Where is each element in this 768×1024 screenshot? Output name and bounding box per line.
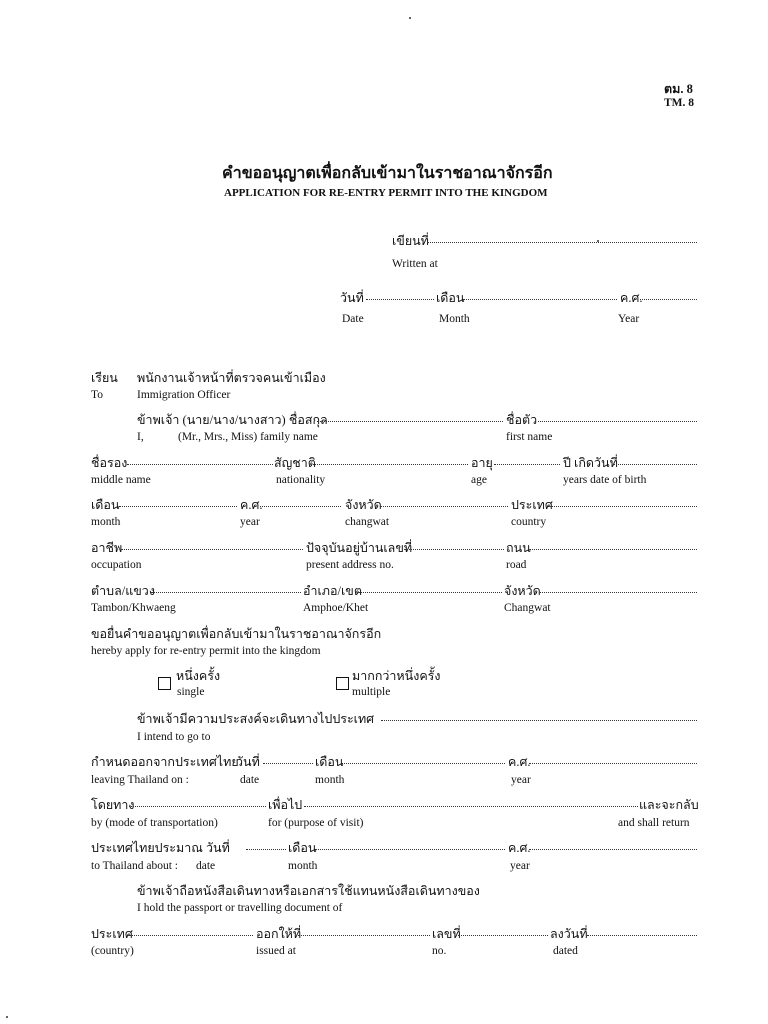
road-field[interactable] [530, 549, 697, 550]
road-label: road [506, 559, 527, 571]
age-label-thai: อายุ [471, 456, 493, 470]
occupation-field[interactable] [121, 549, 303, 550]
birth-month-label-thai: เดือน [91, 498, 120, 512]
passport-no-label: no. [432, 945, 447, 957]
passport-statement-thai: ข้าพเจ้าถือหนังสือเดินทางหรือเอกสารใช้แทนหนังสือเดินทางของ [137, 884, 480, 898]
first-name-field[interactable] [538, 421, 697, 422]
birth-year-field[interactable] [260, 506, 341, 507]
leaving-date-label-thai: วันที่ [236, 755, 260, 769]
age-field[interactable] [494, 464, 560, 465]
leaving-label: leaving Thailand on : [91, 774, 189, 786]
birth-year-label-thai: ค.ศ. [240, 498, 263, 512]
dated-label-thai: ลงวันที่ [550, 927, 588, 941]
leaving-month-label-thai: เดือน [315, 755, 344, 769]
middle-name-label-thai: ชื่อรอง [91, 456, 128, 470]
apply-statement-thai: ขอยื่นคำขออนุญาตเพื่อกลับเข้ามาในราชอาณาจักรอีก [91, 627, 382, 641]
scan-speck [597, 240, 599, 242]
tambon-label-thai: ตำบล/แขวง [91, 584, 155, 598]
leaving-date-label: date [240, 774, 260, 786]
family-name-label: (Mr., Mrs., Miss) family name [178, 431, 318, 443]
return-month-field[interactable] [315, 849, 505, 850]
date-of-birth-label-thai: ปี เกิดวันที่ [563, 456, 618, 470]
amphoe-label: Amphoe/Khet [303, 602, 369, 614]
leaving-year-label: year [511, 774, 531, 786]
return-month-label: month [288, 860, 318, 872]
month-field[interactable] [463, 299, 617, 300]
return-label-thai: และจะกลับ [639, 798, 699, 812]
month-label: Month [439, 313, 470, 325]
return-date-label: date [196, 860, 216, 872]
tambon-field[interactable] [151, 592, 301, 593]
middle-name-label: middle name [91, 474, 151, 486]
single-label-thai: หนึ่งครั้ง [176, 669, 221, 683]
single-label: single [177, 686, 205, 698]
leaving-month-label: month [315, 774, 345, 786]
form-code-thai: ตม. 8 [664, 82, 693, 96]
issued-at-field[interactable] [298, 935, 430, 936]
return-date-field[interactable] [246, 849, 286, 850]
form-code-english: TM. 8 [664, 97, 695, 109]
passport-no-label-thai: เลขที่ [432, 927, 461, 941]
nationality-field[interactable] [313, 464, 468, 465]
leaving-year-label-thai: ค.ศ. [508, 755, 531, 769]
leaving-month-field[interactable] [342, 763, 505, 764]
changwat2-label-thai: จังหวัด [504, 584, 541, 598]
leaving-label-thai: กำหนดออกจากประเทศไทย [91, 755, 239, 769]
apply-statement: hereby apply for re-entry permit into the kingdom [91, 645, 321, 657]
amphoe-field[interactable] [358, 592, 502, 593]
passport-country-field[interactable] [129, 935, 253, 936]
nationality-label: nationality [276, 474, 326, 486]
changwat-label: changwat [345, 516, 390, 528]
officer-label-thai: พนักงานเจ้าหน้าที่ตรวจคนเข้าเมือง [137, 371, 326, 385]
leaving-year-field[interactable] [529, 763, 697, 764]
road-label-thai: ถนน [506, 541, 531, 555]
passport-no-field[interactable] [458, 935, 548, 936]
changwat2-field[interactable] [540, 592, 697, 593]
address-field[interactable] [404, 549, 504, 550]
i-label: I, [137, 431, 144, 443]
transport-field[interactable] [129, 806, 266, 807]
leaving-date-field[interactable] [263, 763, 313, 764]
date-field[interactable] [366, 299, 434, 300]
title-thai: คำขออนุญาตเพื่อกลับเข้ามาในราชอาณาจักรอีก [222, 165, 553, 182]
return-date-label-thai: ประเทศไทยประมาณ วันที่ [91, 841, 230, 855]
return-year-label-thai: ค.ศ. [508, 841, 531, 855]
transport-label-thai: โดยทาง [91, 798, 135, 812]
to-label-thai: เรียน [91, 371, 118, 385]
return-month-label-thai: เดือน [288, 841, 317, 855]
year-field[interactable] [640, 299, 697, 300]
amphoe-label-thai: อำเภอ/เขต [303, 584, 362, 598]
changwat2-label: Changwat [504, 602, 551, 614]
purpose-label: for (purpose of visit) [268, 817, 364, 829]
written-at-label-thai: เขียนที่ [392, 234, 429, 248]
scan-speck [6, 1016, 8, 1018]
date-of-birth-field[interactable] [614, 464, 697, 465]
destination-label: I intend to go to [137, 731, 211, 743]
middle-name-field[interactable] [127, 464, 273, 465]
issued-at-label: issued at [256, 945, 296, 957]
changwat-field[interactable] [380, 506, 508, 507]
dated-label: dated [553, 945, 578, 957]
return-year-label: year [510, 860, 530, 872]
address-label: present address no. [306, 559, 394, 571]
birth-year-label: year [240, 516, 260, 528]
family-name-field[interactable] [317, 421, 503, 422]
occupation-label: occupation [91, 559, 142, 571]
destination-field[interactable] [381, 720, 697, 721]
to-label: To [91, 389, 103, 401]
scan-speck [409, 17, 411, 19]
tambon-label: Tambon/Khwaeng [91, 602, 176, 614]
passport-statement: I hold the passport or travelling document of [137, 902, 343, 914]
return-about-label: to Thailand about : [91, 860, 178, 872]
purpose-field[interactable] [304, 806, 638, 807]
year-label: Year [618, 313, 640, 325]
country-label-thai: ประเทศ [511, 498, 553, 512]
return-year-field[interactable] [529, 849, 697, 850]
destination-label-thai: ข้าพเจ้ามีความประสงค์จะเดินทางไปประเทศ [137, 712, 375, 726]
written-at-field[interactable] [427, 242, 697, 243]
title-english: APPLICATION FOR RE-ENTRY PERMIT INTO THE KINGDOM [224, 187, 548, 199]
nationality-label-thai: สัญชาติ [274, 456, 316, 470]
address-label-thai: ปัจจุบันอยู่บ้านเลขที่ [306, 541, 413, 555]
purpose-label-thai: เพื่อไป [268, 798, 303, 812]
return-label: and shall return [618, 817, 690, 829]
country-label: country [511, 516, 547, 528]
date-label: Date [342, 313, 364, 325]
occupation-label-thai: อาชีพ [91, 541, 123, 555]
passport-country-label-thai: ประเทศ [91, 927, 133, 941]
passport-country-label: (country) [91, 945, 134, 957]
first-name-label: first name [506, 431, 553, 443]
changwat-label-thai: จังหวัด [345, 498, 382, 512]
first-name-label-thai: ชื่อตัว [506, 413, 538, 427]
month-label-thai: เดือน [436, 291, 465, 305]
transport-label: by (mode of transportation) [91, 817, 218, 829]
birth-month-label: month [91, 516, 121, 528]
date-of-birth-label: years date of birth [563, 474, 647, 486]
multiple-label-thai: มากกว่าหนึ่งครั้ง [352, 669, 441, 683]
date-label-thai: วันที่ [340, 291, 364, 305]
single-entry-checkbox[interactable] [158, 677, 171, 690]
multiple-label: multiple [352, 686, 391, 698]
age-label: age [471, 474, 487, 486]
officer-label: Immigration Officer [137, 389, 231, 401]
year-label-thai: ค.ศ. [620, 291, 643, 305]
dated-field[interactable] [587, 935, 697, 936]
written-at-label: Written at [392, 258, 438, 270]
birth-month-field[interactable] [119, 506, 237, 507]
issued-at-label-thai: ออกให้ที่ [256, 927, 302, 941]
country-field[interactable] [548, 506, 697, 507]
multiple-entry-checkbox[interactable] [336, 677, 349, 690]
family-name-label-thai: ข้าพเจ้า (นาย/นาง/นางสาว) ชื่อสกุล [137, 413, 328, 427]
